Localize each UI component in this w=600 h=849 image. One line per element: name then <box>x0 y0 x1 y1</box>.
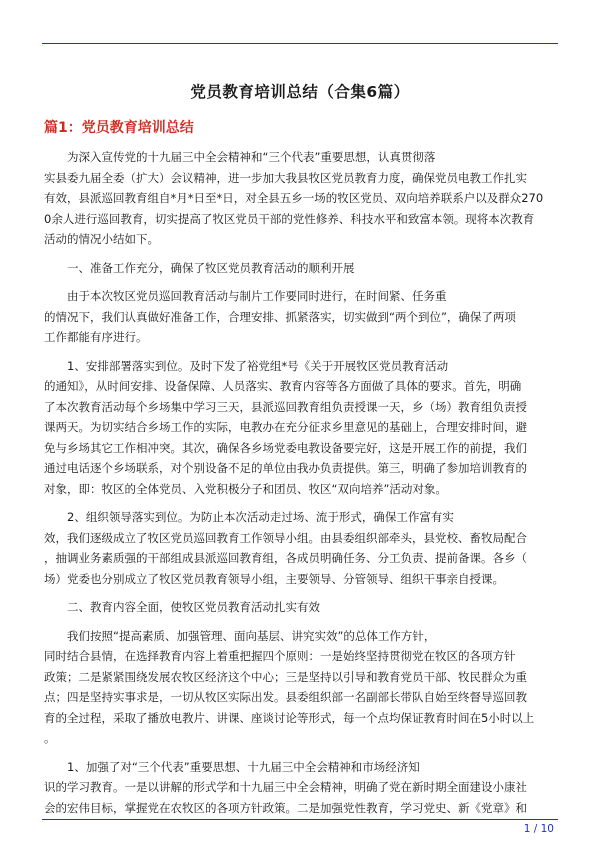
text-line: 由于本次牧区党员巡回教育活动与制片工作要同时进行，在时间紧、任务重 <box>67 289 447 303</box>
paragraph-gap <box>44 589 556 597</box>
text-line: 活动的情况小结如下。 <box>44 232 159 246</box>
paragraph-gap <box>44 749 556 757</box>
paragraph <box>44 626 556 749</box>
text-line: 课两天。为切实结合乡场工作的实际，电教办在充分征求乡里意见的基础上，合理安排时间，避 <box>44 420 527 434</box>
header-rule <box>42 43 558 44</box>
text-line: 政策；二是紧紧围绕发展农牧区经济这个中心；三是坚持以引导和教育党员干部、牧民群众为重 <box>44 669 527 684</box>
paragraph <box>44 258 556 279</box>
footer-rule <box>42 819 558 820</box>
document-title: 党员教育培训总结（合集6篇） <box>190 83 410 101</box>
text-line: 工作都能有序进行。 <box>44 330 148 344</box>
text-line: 为深入宣传党的十九届三中全会精神和“三个代表”重要思想，认真贯彻落 <box>67 150 436 164</box>
text-line: 2、组织领导落实到位。为防止本次活动走过场、流于形式，确保工作富有实 <box>67 510 454 524</box>
text-line: 点；四是坚持实事求是，一切从牧区实际出发。县委组织部一名副部长带队自始至终督导巡回教 <box>44 690 527 704</box>
text-line: 育的全过程，采取了播放电教片、讲课、座谈讨论等形式，每一个点均保证教育时间在5小时以上 <box>44 710 535 725</box>
page-indicator: 1 / 10 <box>523 823 554 835</box>
text-line: 了本次教育活动每个乡场集中学习三天，县派巡回教育组负责授课一天，乡（场）教育组负责授 <box>44 399 527 414</box>
paragraph-gap <box>44 250 556 258</box>
text-line: 通过电话逐个乡场联系，对个别设备不足的单位由我办负责提供。第三，明确了参加培训教育的 <box>44 461 527 475</box>
text-line: 有效，县派巡回教育组自*月*日至*日，对全县五乡一场的牧区党员、双向培养联系户以及群众270 <box>44 191 544 205</box>
paragraph <box>44 757 556 819</box>
text-line: 。 <box>44 731 56 745</box>
section-heading: 篇1：党员教育培训总结 <box>44 120 194 136</box>
text-line: 识的学习教育。一是以讲解的形式学和十九届三中全会精神，明确了党在新时期全面建设小康社 <box>44 780 527 794</box>
text-line: 的通知》，从时间安排、设备保障、人员落实、教育内容等各方面做了具体的要求。首先，明确 <box>44 379 522 393</box>
document-body <box>44 147 556 818</box>
text-line: 我们按照“提高素质、加强管理、面向基层、讲究实效”的总体工作方针， <box>67 628 436 643</box>
text-line: 的情况下，我们认真做好准备工作，合理安排、抓紧落实，切实做到“两个到位”，确保了两项 <box>44 309 516 324</box>
paragraph <box>44 147 556 250</box>
paragraph <box>44 507 556 589</box>
text-line: 免与乡场其它工作相冲突。其次，确保各乡场党委电教设备要完好，这是开展工作的前提，我们 <box>44 440 527 455</box>
paragraph <box>44 597 556 618</box>
text-line: 对象，即：牧区的全体党员、入党积极分子和团员、牧区“双向培养”活动对象。 <box>44 481 447 496</box>
text-line: 实县委九届全委（扩大）会议精神，进一步加大我县牧区党员教育力度，确保党员电教工作扎实 <box>44 170 527 185</box>
text-line: 1、安排部署落实到位。及时下发了裕党组*号《关于开展牧区党员教育活动 <box>67 358 449 373</box>
text-line: 同时结合县情，在选择教育内容上着重把握四个原则：一是始终坚持贯彻党在牧区的各项方针 <box>44 649 516 663</box>
text-line: 场）党委也分别成立了牧区党员教育领导小组，主要领导、分管领导、组织干事亲自授课。 <box>44 571 504 586</box>
paragraph-gap <box>44 618 556 626</box>
text-line: 1、加强了对“三个代表”重要思想、十九届三中全会精神和市场经济知 <box>67 759 420 774</box>
paragraph <box>44 356 556 500</box>
text-line: ，抽调业务素质强的干部组成县派巡回教育组，各成员明确任务、分工负责、提前备课。各乡（ <box>44 551 527 565</box>
text-line: 一、准备工作充分，确保了牧区党员教育活动的顺利开展 <box>67 260 355 275</box>
paragraph-gap <box>44 499 556 507</box>
text-line: 0余人进行巡回教育，切实提高了牧区党员干部的党性修养、科技水平和致富本领。现将本次教育 <box>44 211 535 226</box>
paragraph <box>44 286 556 348</box>
text-line: 效，我们逐级成立了牧区党员巡回教育工作领导小组。由县委组织部牵头，县党校、畜牧局配合 <box>44 530 527 545</box>
text-line: 会的宏伟目标，掌握党在农牧区的各项方针政策。二是加强党性教育，学习党史、新《党章》和 <box>44 800 527 815</box>
paragraph-gap <box>44 278 556 286</box>
text-line: 二、教育内容全面，使牧区党员教育活动扎实有效 <box>67 600 320 614</box>
paragraph-gap <box>44 348 556 356</box>
